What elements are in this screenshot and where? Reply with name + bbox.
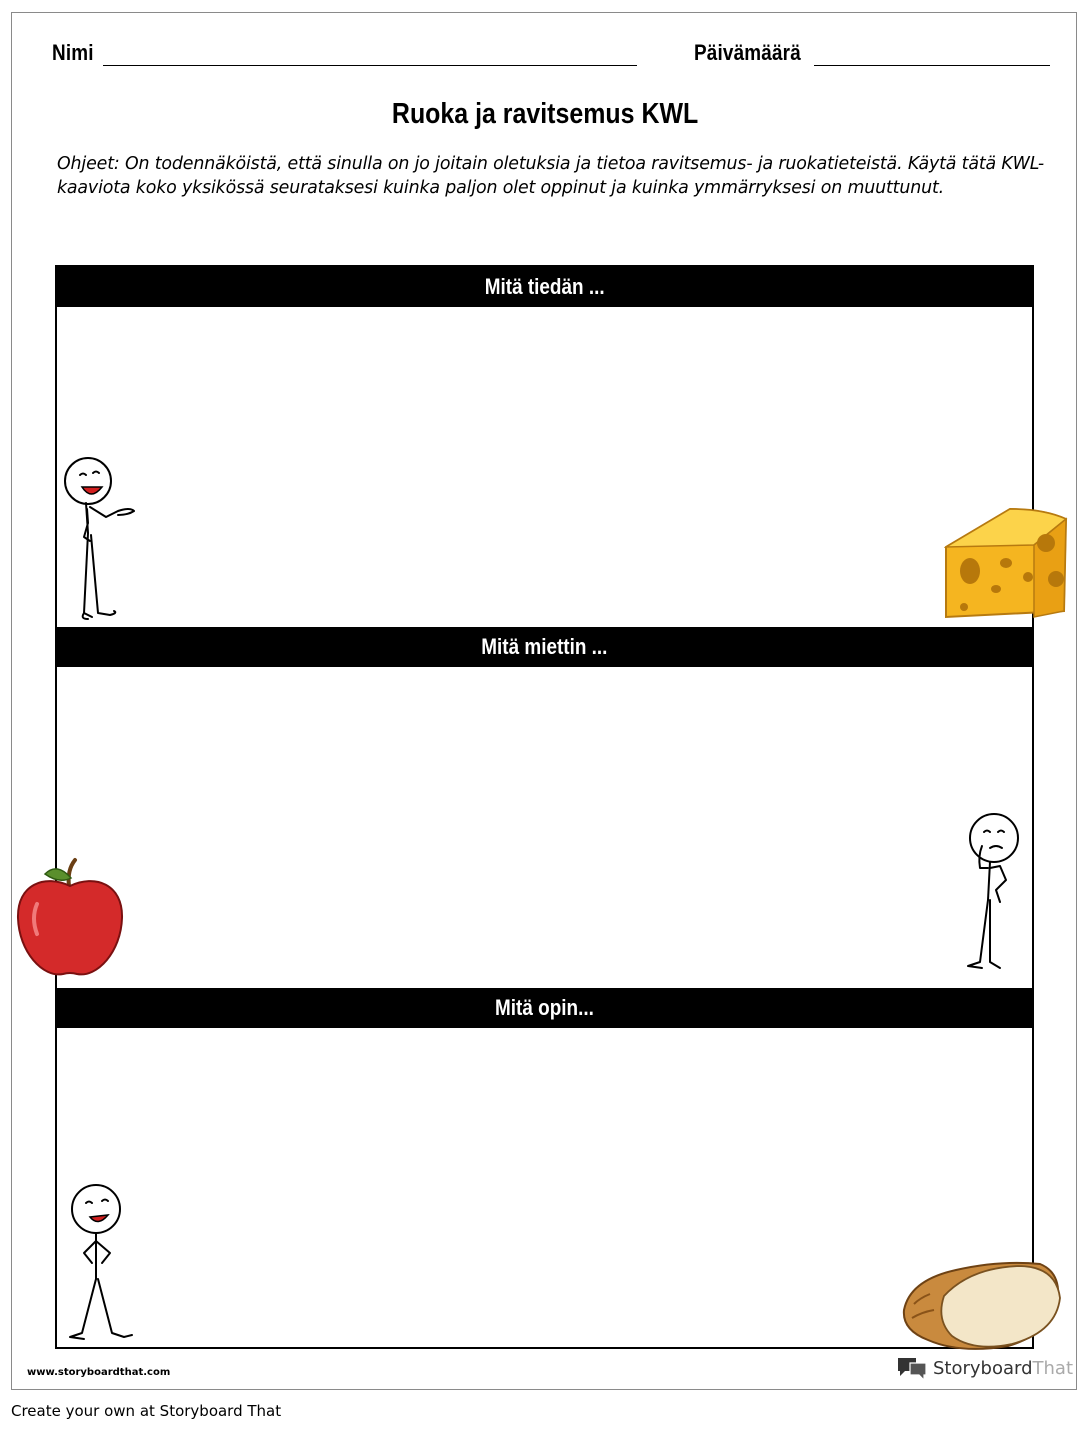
answer-area-wonder[interactable] [57,667,1032,988]
stick-figure-smiling-icon [62,1183,140,1345]
name-label: Nimi [52,40,94,65]
footer-url[interactable]: www.storyboardthat.com [27,1367,171,1378]
stick-figure-thinking-icon [960,810,1024,972]
date-label: Päivämäärä [694,40,801,65]
kwl-chart [55,265,1034,1349]
speech-bubbles-icon [896,1355,928,1381]
page-title: Ruoka ja ravitsemus KWL [392,98,699,130]
bread-loaf-icon [900,1258,1066,1354]
brand-name-main: Storyboard [933,1357,1033,1379]
answer-area-know[interactable] [57,307,1032,627]
answer-area-learned[interactable] [57,1028,1032,1347]
name-field[interactable] [103,65,637,66]
brand-name-thin: That [1032,1357,1074,1379]
storyboardthat-logo[interactable] [896,1354,1073,1382]
instructions-text: Ohjeet: On todennäköistä, että sinulla on jo joitain oletuksia ja tietoa ravitsemus- ja ruokatieteistä. Käytä tätä KWL-kaaviota koko yksikössä seurataksesi kuinka paljon olet oppinut ja kuinka ymmärryksesi on muuttunut. [57,154,1045,198]
date-field[interactable] [814,65,1050,66]
section-heading-know: Mitä tiedän ... [57,267,1032,307]
red-apple-icon [15,856,125,980]
section-heading-wonder: Mitä miettin ... [57,627,1032,667]
section-heading-learned: Mitä opin... [57,988,1032,1028]
create-your-own-link[interactable]: Create your own at Storyboard That [11,1402,282,1420]
stick-figure-presenting-icon [58,453,140,623]
cheese-wedge-icon [944,505,1068,620]
